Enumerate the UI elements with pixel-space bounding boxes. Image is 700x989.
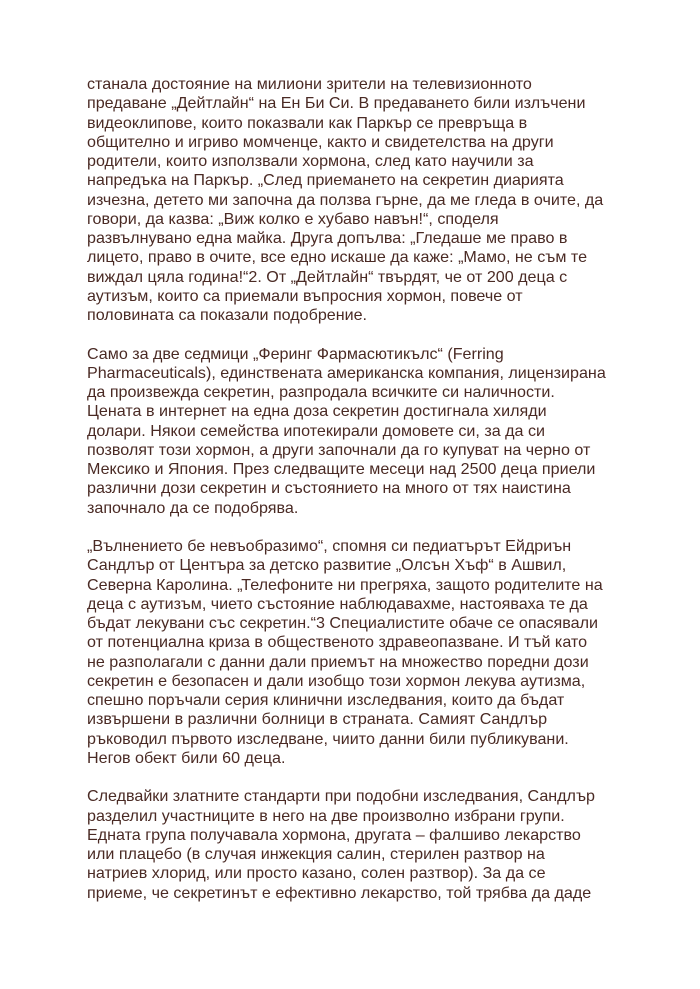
- text-line: деца с аутизъм, чието състояние наблюдавахме, настояваха те да: [87, 594, 588, 613]
- text-line: не разполагали с данни дали приемът на множество поредни дози: [87, 652, 589, 671]
- text-line: спешно поръчали серия клинични изследвания, които да бъдат: [87, 691, 565, 709]
- text-line: бъдат лекувани със секретин.“3 Специалистите обаче се опасявали: [87, 614, 598, 632]
- text-line: Pharmaceuticals), единствената американска компания, лицензирана: [87, 363, 606, 382]
- text-line: половината са показали подобрение.: [87, 306, 368, 324]
- text-line: натриев хлорид, или просто казано, солен разтвор). За да се: [87, 864, 546, 883]
- text-line: Едната група получавала хормона, другата – фалшиво лекарство: [87, 825, 581, 844]
- text-body: [87, 75, 647, 922]
- text-line: предаване „Дейтлайн“ на Ен Би Си. В предаването били излъчени: [87, 94, 586, 113]
- text-line: аутизъм, които са приемали въпросния хормон, повече от: [87, 286, 523, 305]
- text-line: позволят този хормон, а други започнали да го купуват на черно от: [87, 440, 591, 459]
- text-line: станала достояние на милиони зрители на телевизионното: [87, 75, 532, 93]
- text-line: извършени в различни болници в страната. Самият Сандлър: [87, 710, 548, 729]
- text-line: напредъка на Паркър. „След приемането на секретин диарията: [87, 171, 564, 190]
- text-line: ръководил първото изследване, чиито данни били публикувани.: [87, 729, 569, 748]
- text-line: виждал цяла година!“2. От „Дейтлайн“ твърдят, че от 200 деца с: [87, 267, 568, 286]
- text-line: лицето, право в очите, все едно искаше да каже: „Мамо, не съм те: [87, 248, 588, 267]
- text-line: или плацебо (в случая инжекция салин, стерилен разтвор на: [87, 845, 545, 863]
- paragraph-1: [87, 75, 647, 325]
- text-line: различни дози секретин и състоянието на много от тях наистина: [87, 479, 571, 498]
- text-line: общително и игриво момченце, както и свидетелства на други: [87, 132, 554, 151]
- paragraph-3: [87, 537, 647, 768]
- text-line: разделил участниците в него на две произволно избрани групи.: [87, 806, 565, 825]
- text-line: секретин е безопасен и дали изобщо този хормон лекува аутизма,: [87, 671, 586, 690]
- text-line: започнало да се подобрява.: [87, 498, 299, 517]
- text-line: родители, които използвали хормона, след като научили за: [87, 152, 534, 170]
- text-line: говори, да казва: „Виж колко е хубаво навън!“, споделя: [87, 209, 499, 228]
- text-line: долари. Някои семейства ипотекирали домовете си, за да си: [87, 421, 546, 440]
- text-line: видеоклипове, които показвали как Паркър се превръща в: [87, 113, 528, 132]
- text-line: приеме, че секретинът е ефективно лекарство, той трябва да даде: [87, 883, 592, 902]
- text-line: от потенциална криза в общественото здравеопазване. И тъй като: [87, 633, 588, 652]
- text-line: Само за две седмици „Феринг Фармасютикълс“ (Ferring: [87, 344, 504, 363]
- text-line: Цената в интернет на една доза секретин достигнала хиляди: [87, 402, 547, 421]
- text-line: Негов обект били 60 деца.: [87, 748, 286, 767]
- text-line: Следвайки златните стандарти при подобни изследвания, Сандлър: [87, 787, 595, 806]
- text-line: развълнувано една майка. Друга допълва: „Гледаше ме право в: [87, 229, 568, 247]
- text-line: Мексико и Япония. През следващите месеци над 2500 деца приели: [87, 460, 596, 478]
- text-line: да произвежда секретин, разпродала всичките си наличности.: [87, 383, 555, 401]
- paragraph-2: [87, 345, 647, 518]
- text-line: Северна Каролина. „Телефоните ни прегряха, защото родителите на: [87, 575, 603, 594]
- text-line: изчезна, детето ми започна да ползва гърне, да ме гледа в очите, да: [87, 190, 604, 209]
- text-line: „Вълнението бе невъобразимо“, спомня си педиатърът Ейдриън: [87, 537, 572, 555]
- text-line: Сандлър от Центъра за детско развитие „Олсън Хъф“ в Ашвил,: [87, 556, 567, 575]
- paragraph-4: [87, 787, 647, 903]
